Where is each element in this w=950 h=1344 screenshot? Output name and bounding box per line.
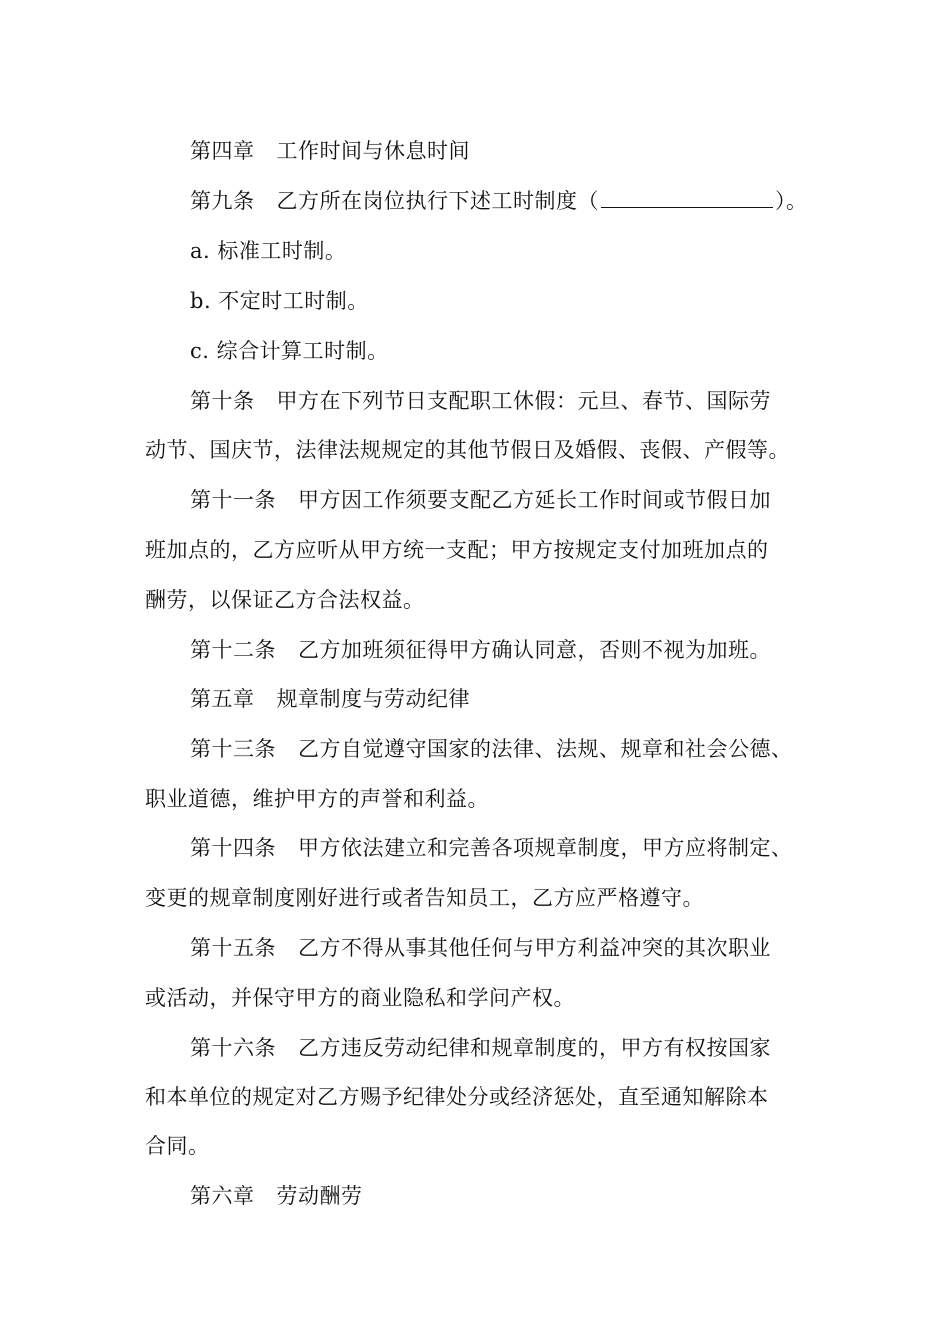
chapter-title: 工作时间与休息时间 xyxy=(276,139,470,163)
article-label: 第十六条 xyxy=(190,1036,276,1060)
article-16-line-1 xyxy=(190,1034,835,1062)
chapter-title: 规章制度与劳动纪律 xyxy=(276,687,470,711)
article-13-line-1 xyxy=(190,735,835,763)
chapter-6-heading xyxy=(190,1182,835,1210)
option-c: c. 综合计算工时制。 xyxy=(190,339,389,363)
chapter-title: 劳动酬劳 xyxy=(276,1184,363,1208)
article-label: 第十五条 xyxy=(190,936,276,960)
chapter-label: 第五章 xyxy=(190,687,255,711)
article-11-line-3: 酬劳，以保证乙方合法权益。 xyxy=(145,588,425,612)
article-label: 第十三条 xyxy=(190,737,276,761)
article-15-line-2: 或活动，并保守甲方的商业隐私和学问产权。 xyxy=(145,986,575,1010)
article-label: 第十一条 xyxy=(190,488,276,512)
article-14-line-2: 变更的规章制度刚好进行或者告知员工，乙方应严格遵守。 xyxy=(145,886,704,910)
article-label: 第十四条 xyxy=(190,836,276,860)
option-a: a. 标准工时制。 xyxy=(190,239,347,263)
option-b: b. 不定时工时制。 xyxy=(190,289,369,313)
chapter-4-heading xyxy=(190,137,835,165)
article-text: 甲方在下列节日支配职工休假：元旦、春节、国际劳 xyxy=(276,389,771,413)
article-text: 甲方因工作须要支配乙方延长工作时间或节假日加 xyxy=(298,488,771,512)
chapter-5-heading xyxy=(190,685,835,713)
article-16-line-2: 和本单位的规定对乙方赐予纪律处分或经济惩处，直至通知解除本 xyxy=(145,1085,769,1109)
article-14-line-1 xyxy=(190,834,835,862)
fill-in-blank xyxy=(601,191,773,208)
article-text: 乙方违反劳动纪律和规章制度的，甲方有权按国家 xyxy=(298,1036,771,1060)
article-label: 第十条 xyxy=(190,389,255,413)
article-9 xyxy=(190,187,835,215)
article-label: 第十二条 xyxy=(190,638,276,662)
article-text-end: ）。 xyxy=(775,189,808,213)
article-10-line-1 xyxy=(190,387,835,415)
article-10-line-2: 动节、国庆节，法律法规规定的其他节假日及婚假、丧假、产假等。 xyxy=(145,438,790,462)
article-text: 乙方自觉遵守国家的法律、法规、规章和社会公德、 xyxy=(298,737,793,761)
chapter-label: 第四章 xyxy=(190,139,255,163)
article-text: 甲方依法建立和完善各项规章制度，甲方应将制定、 xyxy=(298,836,793,860)
article-11-line-1 xyxy=(190,486,835,514)
article-text: 乙方所在岗位执行下述工时制度（ xyxy=(276,189,599,213)
article-12 xyxy=(190,636,835,664)
article-label: 第九条 xyxy=(190,189,255,213)
article-16-line-3: 合同。 xyxy=(145,1134,210,1158)
article-13-line-2: 职业道德，维护甲方的声誉和利益。 xyxy=(145,787,489,811)
article-text: 乙方不得从事其他任何与甲方利益冲突的其次职业 xyxy=(298,936,771,960)
chapter-label: 第六章 xyxy=(190,1184,255,1208)
article-11-line-2: 班加点的，乙方应听从甲方统一支配；甲方按规定支付加班加点的 xyxy=(145,538,769,562)
article-15-line-1 xyxy=(190,934,835,962)
article-text: 乙方加班须征得甲方确认同意，否则不视为加班。 xyxy=(298,638,771,662)
